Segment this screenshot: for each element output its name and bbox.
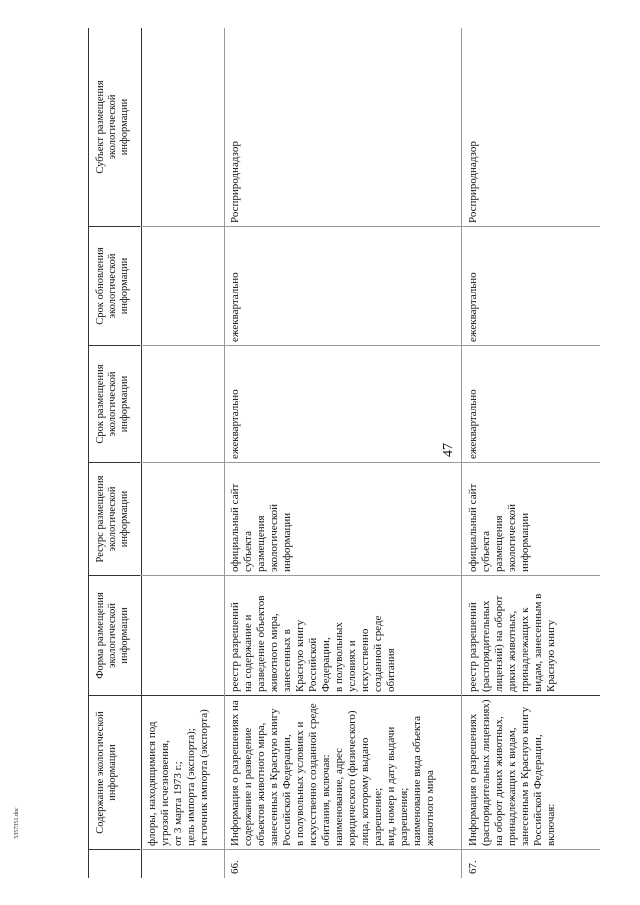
form-line: созданной среде [372, 615, 384, 692]
form-line: на содержание и [242, 614, 254, 692]
header-number [89, 850, 141, 878]
header-update-line: экологической [107, 253, 118, 319]
content-line: на оборот диких животных, [493, 716, 505, 846]
row-resource [226, 463, 297, 576]
header-placement [89, 346, 141, 463]
row-continued-content [143, 696, 214, 850]
form-line: занесенных в [281, 629, 293, 692]
resource-line: экологической [506, 504, 518, 572]
header-placement-line: экологической [107, 371, 118, 437]
content-line: флоры, находящимися под [146, 721, 158, 846]
content-line: вид, номер и дату выдачи [385, 726, 397, 846]
content-line: обитания, включая: [320, 754, 332, 846]
row-divider [461, 28, 462, 878]
row-update-term: ежеквартально [229, 272, 241, 342]
content-line: искусственно созданной среде [307, 703, 319, 846]
form-line: Российской [307, 637, 319, 692]
form-line: Красную книгу [294, 619, 306, 692]
row-content [464, 696, 561, 850]
environmental-info-table [88, 28, 613, 878]
content-line: (распорядительных лицензиях) [480, 699, 492, 846]
content-line: от 3 марта 1973 г.; [172, 761, 184, 846]
resource-line: экологической [268, 504, 280, 572]
header-update [89, 227, 141, 346]
content-line: содержание и разведение [242, 727, 254, 846]
header-resource-line: экологической [107, 486, 118, 552]
row-subject: Росприроднадзор [229, 141, 241, 223]
form-line: искусственно [359, 628, 371, 692]
row-number: 66. [229, 860, 241, 874]
resource-line: размещения [493, 515, 505, 572]
content-line: Российской Федерации, [281, 734, 293, 846]
row-resource [464, 463, 535, 576]
resource-line: официальный сайт [229, 483, 241, 572]
content-line: Информация о разрешениях [467, 713, 479, 846]
header-form-line: экологической [107, 603, 118, 668]
content-line: цель импорта (экспорта); [185, 728, 197, 846]
content-line: объектов животного мира, [255, 722, 267, 846]
row-form [464, 576, 561, 696]
table-row-66 [226, 28, 461, 878]
row-placement-term: ежеквартально [467, 389, 479, 459]
form-line: (распорядительных [480, 600, 492, 692]
header-form-line: Форма размещения [95, 592, 106, 679]
form-line: диких животных, [506, 610, 518, 692]
content-line: занесенных в Красную книгу [268, 708, 280, 846]
content-line: наименование вида объекта [411, 716, 423, 846]
header-placement-line: Срок размещения [95, 364, 106, 444]
header-subject-line: Субъект размещения [95, 80, 106, 174]
table-row-67 [464, 28, 604, 878]
content-line: Информация о разрешениях на [229, 700, 241, 846]
form-line: реестр разрешений [467, 602, 479, 692]
page-number: 47 [441, 443, 456, 457]
header-form-line: информации [119, 607, 130, 664]
content-line: животного мира [424, 770, 436, 846]
table-row-continued [143, 28, 225, 878]
row-divider [224, 28, 225, 878]
content-line: в полувольных условиях и [294, 721, 306, 846]
form-line: принадлежащих к [519, 607, 531, 692]
content-line: юридического (физического) [346, 710, 358, 846]
header-placement-line: информации [119, 375, 130, 433]
row-number: 67. [467, 860, 479, 874]
content-line: включая: [545, 803, 557, 846]
resource-line: субъекта [242, 530, 254, 572]
form-line: условиях и [346, 640, 358, 692]
resource-line: официальный сайт [467, 483, 479, 572]
form-line: Красную книгу [545, 619, 557, 692]
row-placement-term: ежеквартально [229, 389, 241, 459]
content-line: занесенным в Красную книгу [519, 706, 531, 846]
header-content [89, 696, 141, 850]
resource-line: информации [519, 512, 531, 572]
form-line: видам, занесенным в [532, 593, 544, 692]
header-update-line: информации [119, 257, 130, 315]
row-content [226, 696, 440, 850]
form-line: Федерации, [320, 637, 332, 692]
form-line: реестр разрешений [229, 602, 241, 692]
content-line: разрешения; [398, 787, 410, 846]
form-line: лицензий) на оборот [493, 595, 505, 692]
content-line: принадлежащих к видам, [506, 727, 518, 846]
document-id: 5357351.doc [14, 807, 20, 839]
content-line: наименование, адрес [333, 748, 345, 846]
form-line: животного мира, [268, 613, 280, 692]
content-line: угрозой исчезновения, [159, 740, 171, 846]
content-line: лица, которому выдано [359, 737, 371, 846]
resource-line: субъекта [480, 530, 492, 572]
row-subject: Росприроднадзор [467, 141, 479, 223]
resource-line: размещения [255, 515, 267, 572]
form-line: обитания [385, 648, 397, 692]
content-line: источник импорта (экспорта) [198, 709, 210, 846]
row-form [226, 576, 401, 696]
header-content-line: информации [107, 744, 118, 801]
header-form [89, 576, 141, 696]
resource-line: информации [281, 512, 293, 572]
header-update-line: Срок обновления [95, 247, 106, 325]
content-line: разрешение; [372, 787, 384, 846]
table-header-row [88, 28, 142, 878]
content-line: Российской Федерации, [532, 734, 544, 846]
form-line: в полувольных [333, 622, 345, 692]
header-subject-line: информации [119, 98, 130, 156]
header-content-line: Содержание экологической [95, 711, 106, 834]
header-subject-line: экологической [107, 94, 118, 160]
header-resource-line: информации [119, 490, 130, 548]
row-update-term: ежеквартально [467, 272, 479, 342]
header-resource-line: Ресурс размещения [95, 475, 106, 563]
header-resource [89, 463, 141, 576]
header-subject [89, 28, 141, 227]
form-line: разведение объектов [255, 595, 267, 692]
